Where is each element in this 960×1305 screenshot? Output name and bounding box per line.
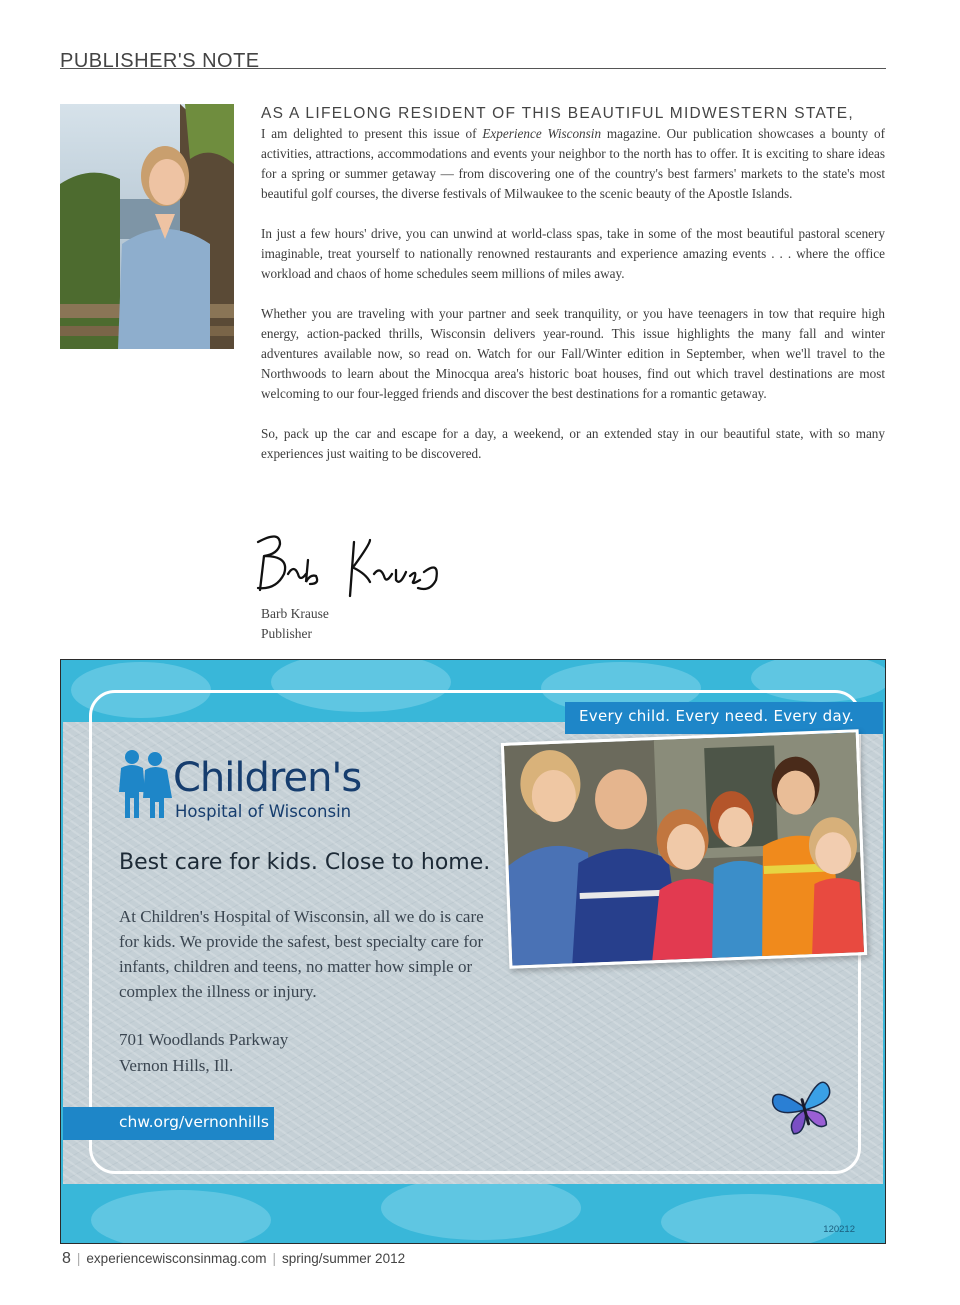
address-line-2: Vernon Hills, Ill. [119, 1056, 234, 1075]
ad-body-text: At Children's Hospital of Wisconsin, all we do is care for kids. We provide the safest, best specialty care for infants, children and teens, no matter how simple or complex the illness or injury. [119, 907, 484, 1001]
letter-text: magazine. Our publication showcases a bounty of activities, attractions, accommodations and events your neighbor to the north has to offer. It is exciting to share ideas for a spring or summer getaway — from discovering one of the country's best farmers' markets to the state's most beautiful golf courses, the diverse festivals of Milwaukee to the scenic beauty of the Apostle Islands. [261, 126, 885, 201]
letter-paragraph-2: In just a few hours' drive, you can unwind at world-class spas, take in some of the most beautiful pastoral scenery imaginable, treat yourself to nationally renowned restaurants and experience amazing events . . . where the office workload and chaos of home schedules seem millions of miles away. [261, 226, 885, 281]
footer-issue: spring/summer 2012 [282, 1251, 406, 1266]
footer-website: experiencewisconsinmag.com [86, 1251, 267, 1266]
letter-text: I am delighted to present this issue of [261, 126, 483, 141]
page-number: 8 [62, 1250, 71, 1267]
logo-wordmark: Children's [173, 755, 362, 801]
publisher-letter [261, 104, 885, 484]
logo-subtitle: Hospital of Wisconsin [175, 802, 352, 821]
magazine-title: Experience Wisconsin [482, 126, 602, 141]
handwritten-signature [250, 530, 450, 605]
address-line-1: 701 Woodlands Parkway [119, 1030, 289, 1049]
signatory-name: Barb Krause [261, 606, 329, 621]
section-title: PUBLISHER'S NOTE [60, 50, 260, 72]
ad-url-link[interactable]: chw.org/vernonhills [119, 1113, 269, 1131]
hospital-advertisement [60, 659, 886, 1244]
footer-divider: | [76, 1251, 81, 1266]
ad-tagline: Every child. Every need. Every day. [579, 707, 855, 725]
letter-paragraph-1 [261, 104, 885, 204]
page-footer [62, 1250, 405, 1268]
publisher-portrait [60, 104, 234, 349]
family-photo [501, 729, 867, 969]
section-header [60, 46, 886, 72]
ad-reference-code: 120212 [823, 1224, 855, 1235]
letter-paragraph-4: So, pack up the car and escape for a day, a weekend, or an extended stay in our beautiful state, with so many experiences just waiting to be discovered. [261, 426, 885, 461]
two-children-logo-icon [117, 748, 173, 820]
footer-divider: | [272, 1251, 277, 1266]
letter-paragraph-3: Whether you are traveling with your partner and seek tranquility, or you have teenagers in tow that require high energy, action-packed thrills, Wisconsin delivers year-round. This issue highlights the many fall and winter adventures available now, so read on. Watch for our Fall/Winter edition in September, when we'll travel to the Northwoods to learn about the Minocqua area's historic boat houses, find out which travel destinations are most welcoming to our four-legged friends and discover the best destinations for a romantic getaway. [261, 306, 885, 401]
butterfly-icon [769, 1072, 839, 1142]
signatory-role: Publisher [261, 626, 313, 641]
letter-lead-in: AS A LIFELONG RESIDENT OF THIS BEAUTIFUL MIDWESTERN STATE, [261, 105, 855, 122]
ad-headline: Best care for kids. Close to home. [119, 850, 491, 875]
